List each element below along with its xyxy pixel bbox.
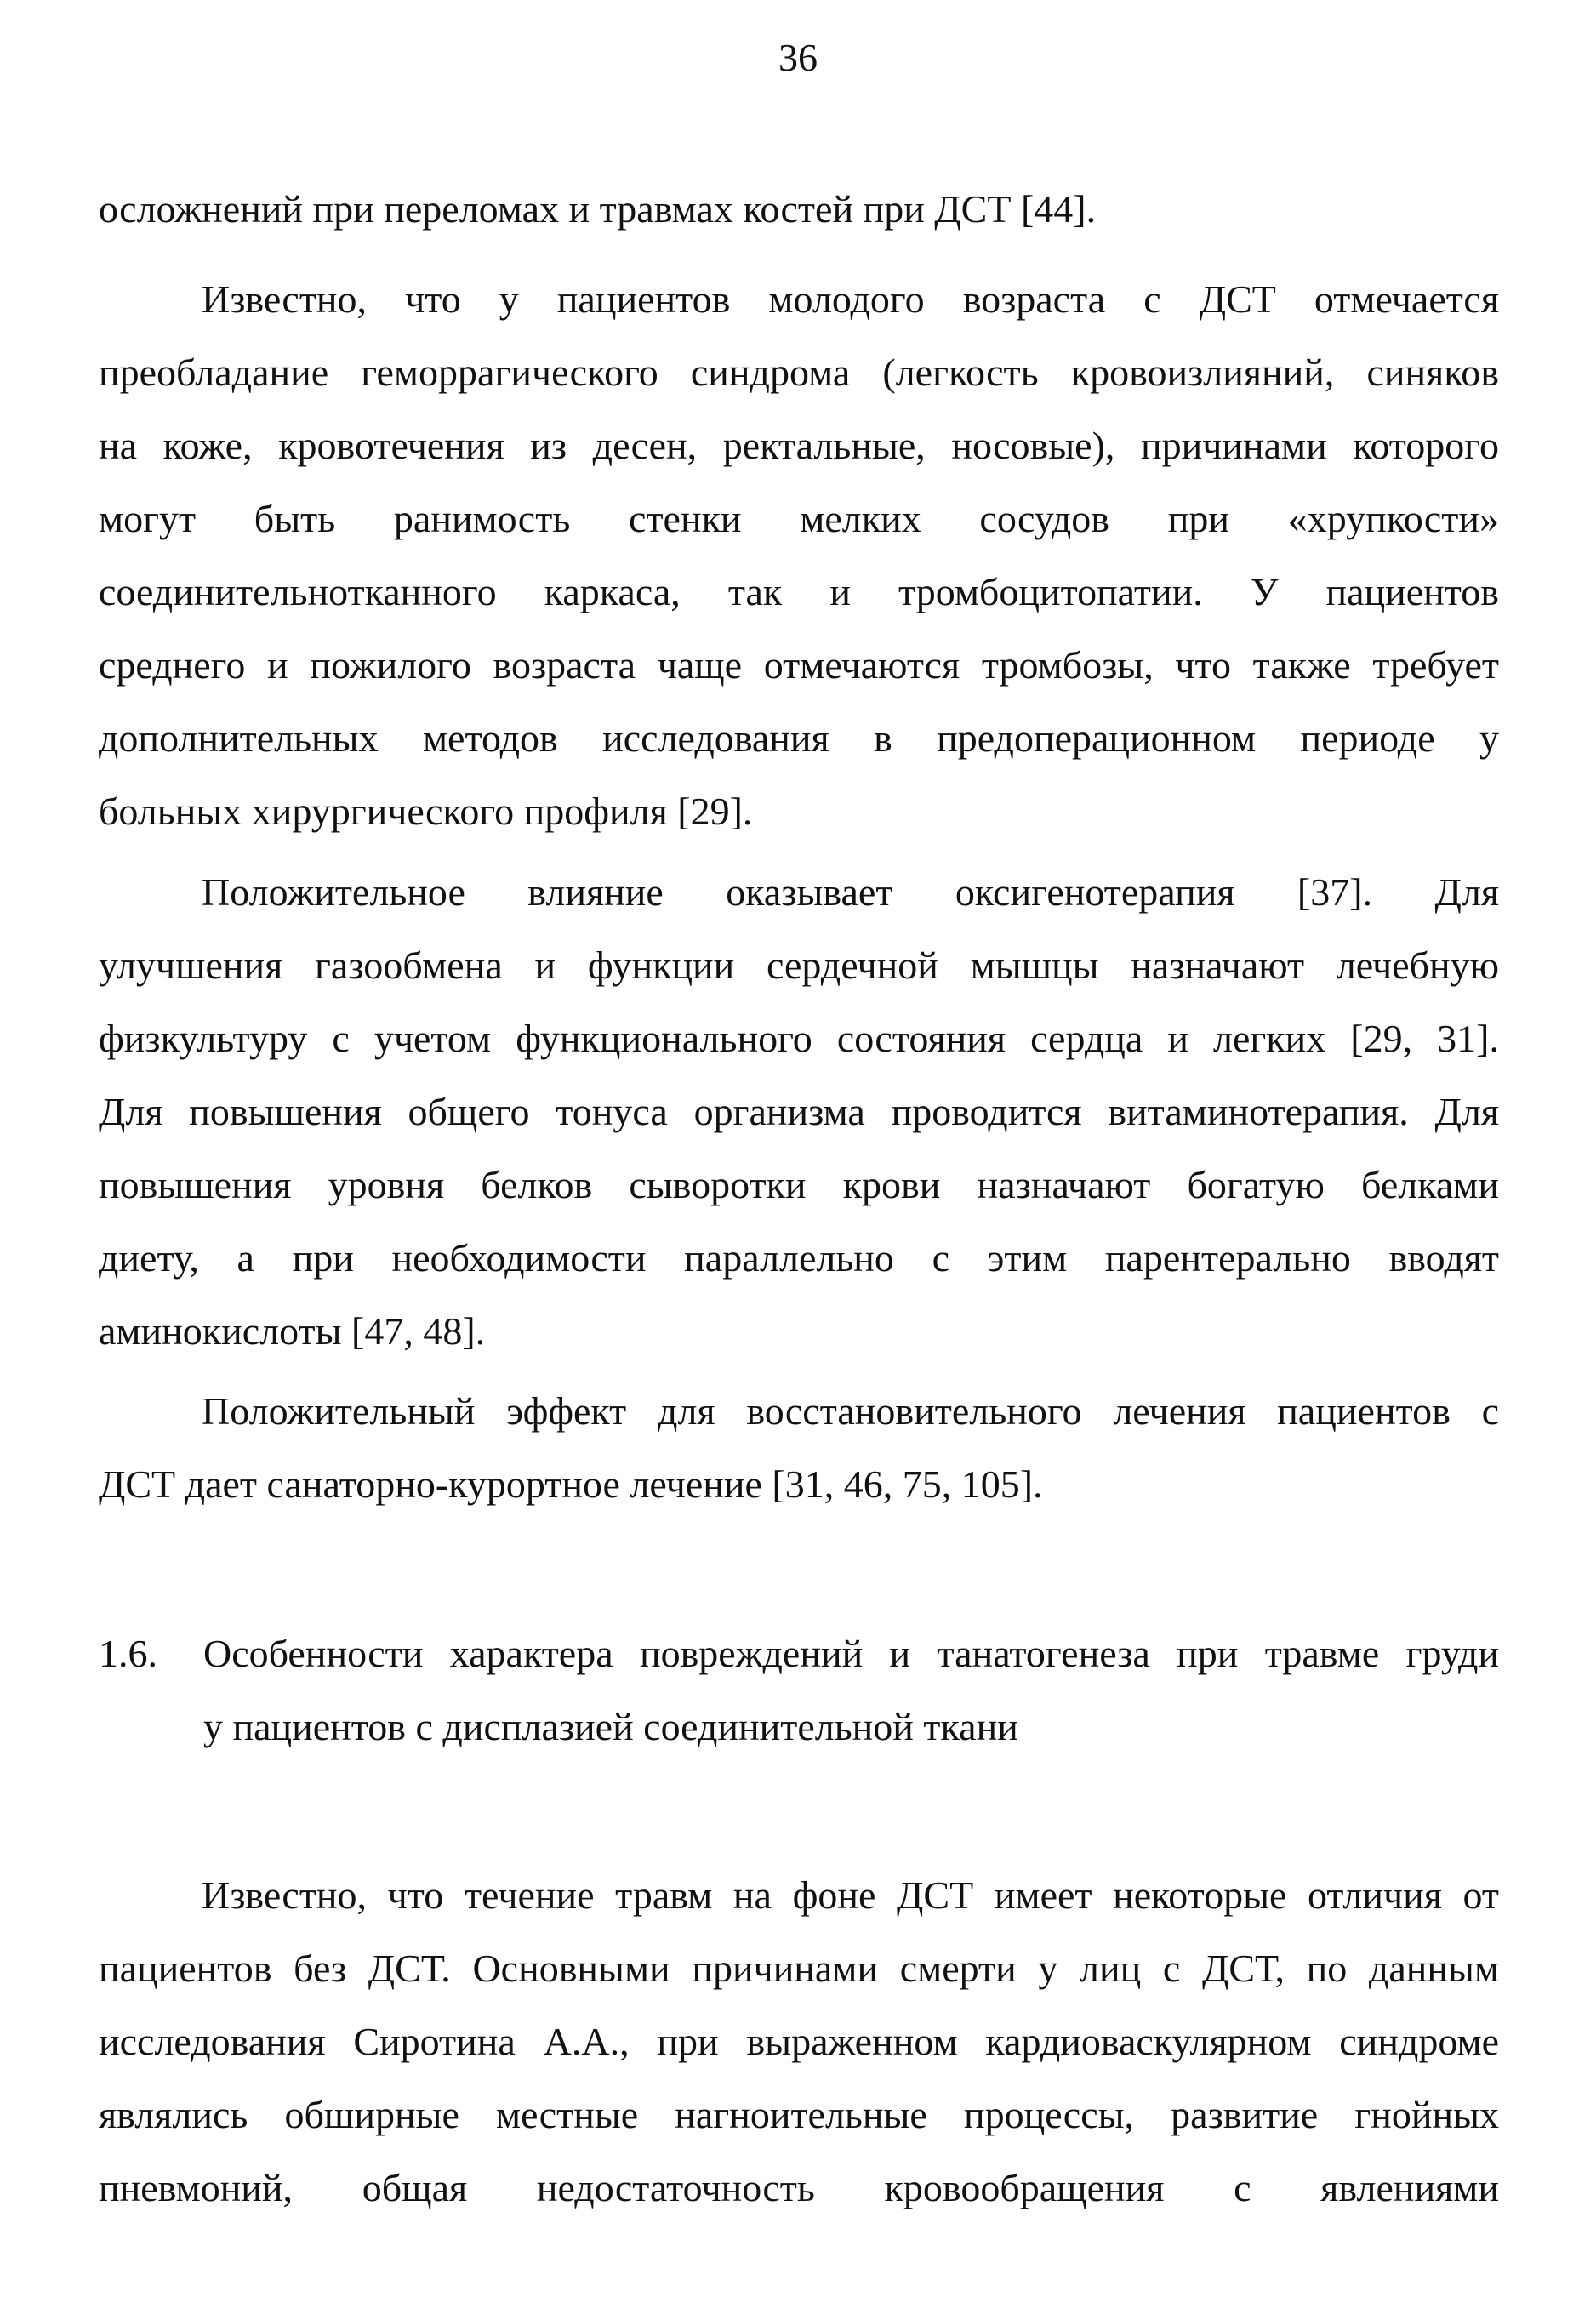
body-text-line: аминокислоты [47, 48]. [99, 1309, 486, 1353]
body-text-line: Для повышения общего тонуса организма проводится витаминотерапия. Для [99, 1090, 1499, 1133]
section-number: 1.6. [99, 1632, 157, 1675]
body-text-line: диету, а при необходимости параллельно с этим парентерально вводят [99, 1236, 1499, 1280]
body-text-line: повышения уровня белков сыворотки крови назначают богатую белками [99, 1163, 1499, 1206]
section-title-line: у пациентов с дисплазией соединительной ткани [203, 1705, 1018, 1748]
body-text-line: осложнений при переломах и травмах костей при ДСТ [44]. [99, 187, 1097, 231]
body-text-line: ДСТ дает санаторно-курортное лечение [31, 46, 75, 105]. [99, 1462, 1043, 1506]
body-text-line: среднего и пожилого возраста чаще отмечаются тромбозы, что также требует [99, 643, 1499, 687]
body-text-line: дополнительных методов исследования в предоперационном периоде у [99, 716, 1499, 760]
body-text-line: Известно, что течение травм на фоне ДСТ имеет некоторые отличия от [202, 1873, 1499, 1917]
body-text-line: Положительный эффект для восстановительного лечения пациентов с [202, 1389, 1499, 1433]
body-text-line: Известно, что у пациентов молодого возраста с ДСТ отмечается [202, 277, 1499, 321]
body-text-line: исследования Сиротина А.А., при выраженном кардиоваскулярном синдроме [99, 2020, 1499, 2063]
page-number: 36 [778, 36, 818, 79]
body-text-line: являлись обширные местные нагноительные процессы, развитие гнойных [99, 2093, 1499, 2136]
body-text-line: пациентов без ДСТ. Основными причинами смерти у лиц с ДСТ, по данным [99, 1946, 1499, 1990]
body-text-line: Положительное влияние оказывает оксигенотерапия [37]. Для [202, 870, 1499, 914]
section-title-line: Особенности характера повреждений и танатогенеза при травме груди [203, 1632, 1499, 1675]
body-text-line: соединительнотканного каркаса, так и тромбоцитопатии. У пациентов [99, 570, 1499, 613]
body-text-line: пневмоний, общая недостаточность кровообращения с явлениями [99, 2166, 1499, 2209]
body-text-line: на коже, кровотечения из десен, ректальные, носовые), причинами которого [99, 424, 1499, 467]
body-text-line: физкультуру с учетом функционального состояния сердца и легких [29, 31]. [99, 1017, 1499, 1060]
body-text-line: преобладание геморрагического синдрома (легкость кровоизлияний, синяков [99, 351, 1499, 394]
body-text-line: могут быть ранимость стенки мелких сосудов при «хрупкости» [99, 497, 1499, 540]
body-text-line: больных хирургического профиля [29]. [99, 789, 753, 833]
body-text-line: улучшения газообмена и функции сердечной мышцы назначают лечебную [99, 943, 1499, 987]
